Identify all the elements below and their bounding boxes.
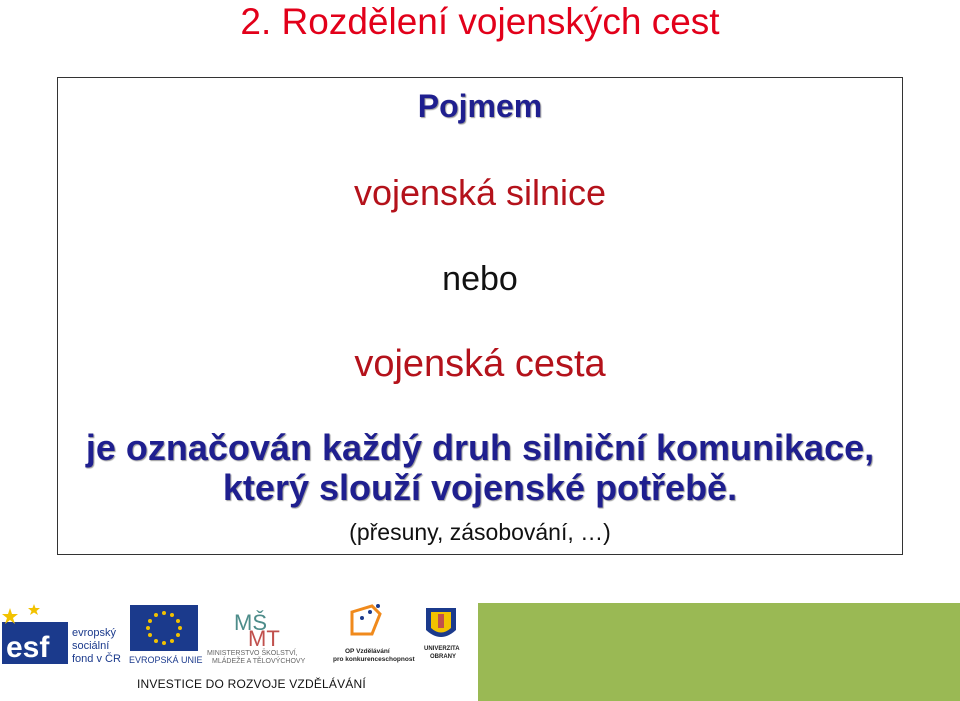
msmt-mark-bottom: MT <box>248 626 280 651</box>
esf-line-3: fond v ČR <box>72 653 121 665</box>
uo-line-1: UNIVERZITA <box>424 646 460 652</box>
footer-tagline: INVESTICE DO ROZVOJE VZDĚLÁVÁNÍ <box>137 677 366 691</box>
esf-line-2: sociální <box>72 640 110 652</box>
msmt-line-1: MINISTERSTVO ŠKOLSTVÍ, <box>207 650 298 657</box>
eu-label: EVROPSKÁ UNIE <box>129 655 203 665</box>
op-mark-icon <box>352 606 380 634</box>
pojmem-text: Pojmem <box>417 88 543 124</box>
slide-title: 2. Rozdělení vojenských cest <box>240 1 720 42</box>
conjunction-nebo: nebo <box>442 260 518 298</box>
esf-logo <box>2 604 121 665</box>
esf-line-1: evropský <box>72 627 117 639</box>
msmt-mark-top: MŠ <box>234 610 267 635</box>
examples-text: (přesuny, zásobování, …) <box>349 519 611 545</box>
definition-line-1: je označován každý druh silniční komunikace, <box>85 427 875 468</box>
svg-text:esf: esf <box>6 631 50 664</box>
definition-text <box>58 428 902 508</box>
eu-logo <box>129 605 203 665</box>
op-line-2: pro konkurenceschopnost <box>333 656 415 663</box>
op-line-1: OP Vzdělávání <box>345 648 390 655</box>
term-vojenska-cesta: vojenská cesta <box>354 343 606 385</box>
univerzita-obrany-logo <box>424 608 460 660</box>
footer-green-strip <box>478 603 960 701</box>
term-vojenska-silnice: vojenská silnice <box>353 172 607 213</box>
esf-star-icon-2 <box>28 604 40 615</box>
definition-box <box>57 77 903 555</box>
definition-line-2: který slouží vojenské potřebě. <box>222 467 738 508</box>
op-vzdelavani-logo <box>333 604 415 663</box>
msmt-line-2: MLÁDEŽE A TĚLOVÝCHOVY <box>212 658 306 665</box>
esf-star-icon <box>2 608 18 624</box>
msmt-logo <box>207 610 306 665</box>
uo-line-2: OBRANY <box>430 654 457 660</box>
